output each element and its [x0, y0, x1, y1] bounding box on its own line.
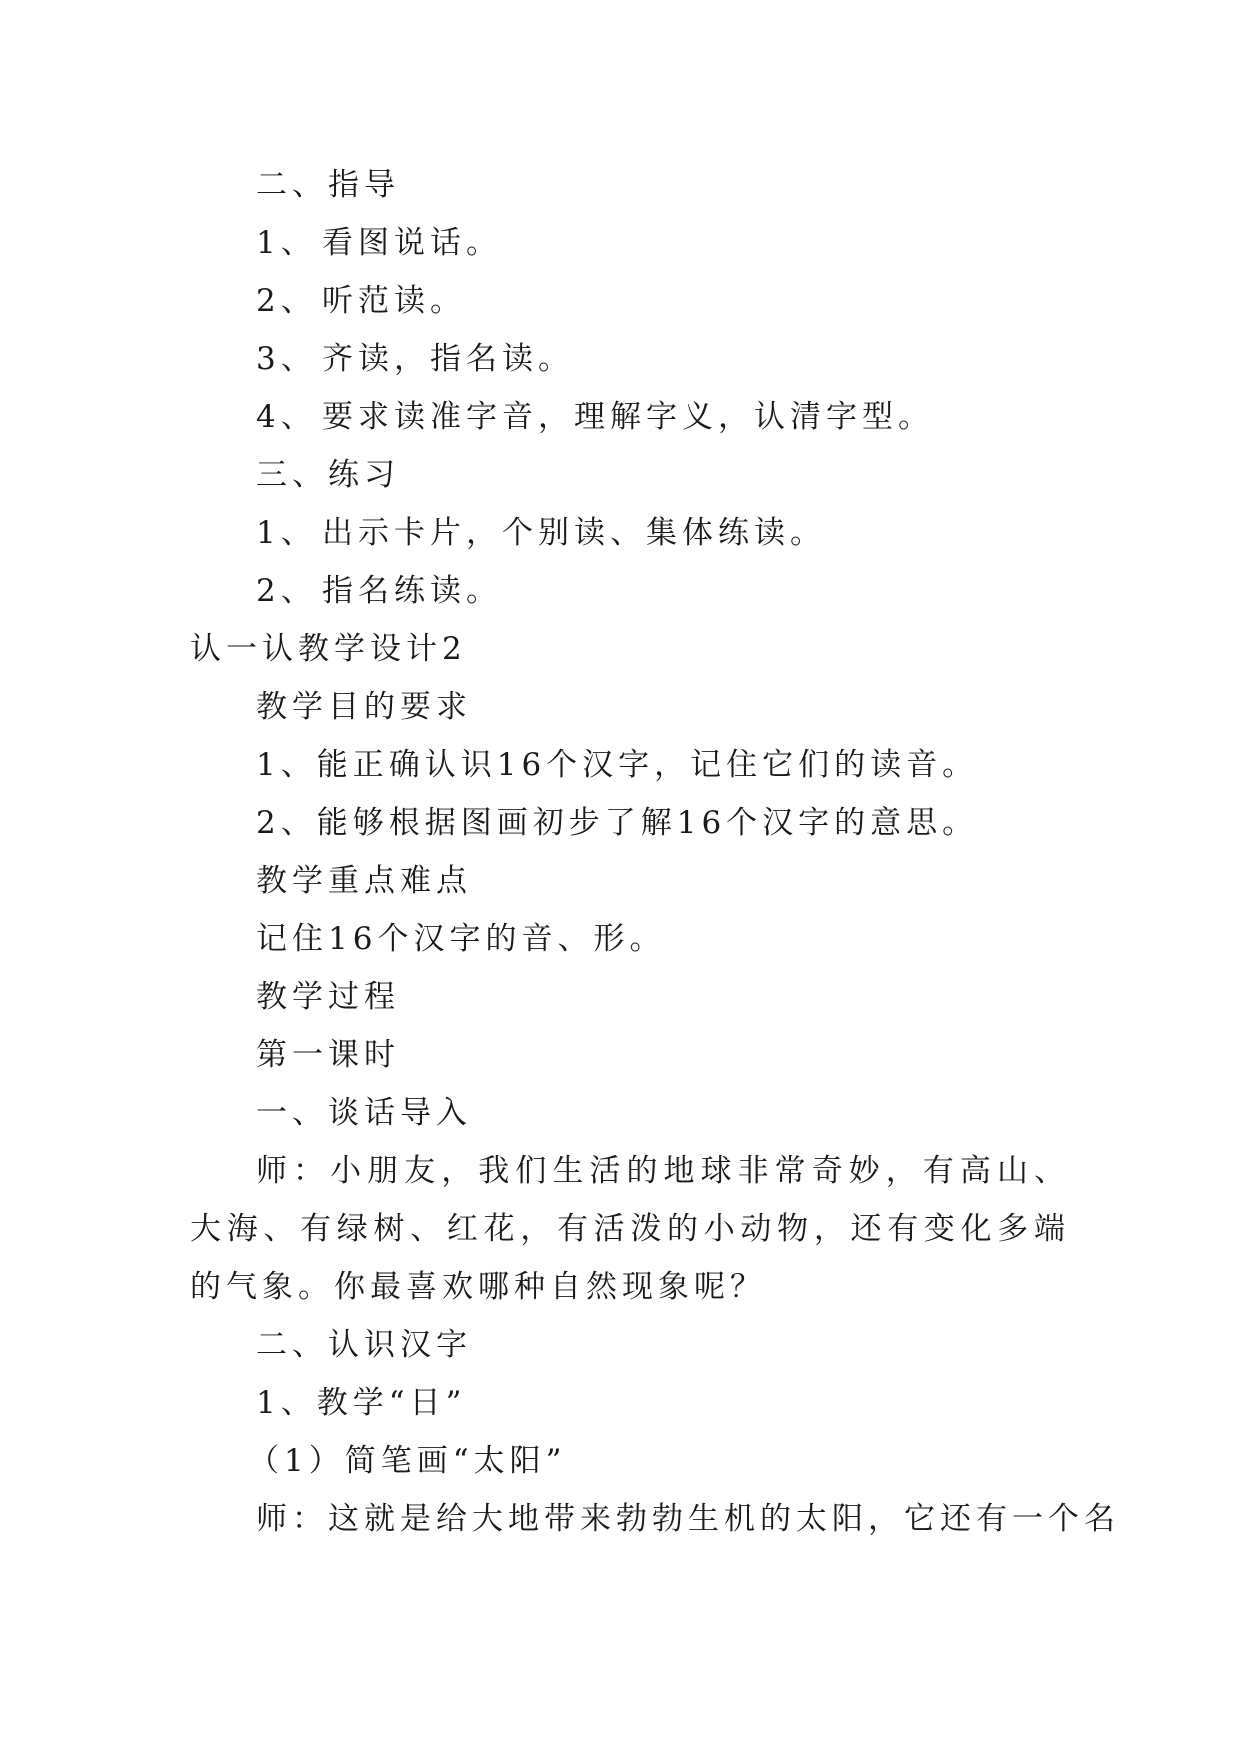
- list-number: 1、: [256, 225, 317, 261]
- list-number: 1、: [256, 515, 317, 551]
- line-text: 1、教学“日”: [256, 1385, 467, 1421]
- list-text: 指名练读。: [322, 573, 502, 609]
- line-text: 二、认识汉字: [256, 1327, 472, 1363]
- paragraph-text: 师：小朋友，我们生活的地球非常奇妙，有高山、大海、有绿树、红花，有活泼的小动物，还有变化多端的气象。你最喜欢哪种自然现象呢？: [190, 1153, 1070, 1305]
- line-text: 教学目的要求: [256, 689, 472, 725]
- list-text: 要求读准字音，理解字义，认清字型。: [322, 399, 934, 435]
- line-text: 教学重点难点: [256, 863, 472, 899]
- step-item: [256, 1383, 466, 1423]
- line-text: 教学过程: [256, 979, 400, 1015]
- line-text: 师：这就是给大地带来勃勃生机的太阳，它还有一个名: [256, 1501, 1120, 1537]
- objective-item: [256, 803, 978, 843]
- list-item: [256, 223, 502, 263]
- heading-key-points: [256, 861, 472, 901]
- teacher-dialogue-paragraph: [190, 1142, 1070, 1316]
- list-item: [256, 397, 934, 437]
- list-item: [256, 339, 574, 379]
- document-title: [190, 629, 467, 669]
- list-item: [256, 281, 466, 321]
- line-text: 一、谈话导入: [256, 1095, 472, 1131]
- line-text: 记住16个汉字的音、形。: [256, 921, 666, 957]
- heading-introduction: [256, 1093, 472, 1133]
- objective-item: [256, 745, 978, 785]
- teacher-dialogue-line: [256, 1499, 1120, 1539]
- list-text: 听范读。: [322, 283, 466, 319]
- heading-first-lesson: [256, 1035, 400, 1075]
- key-point-text: [256, 919, 665, 959]
- heading-process: [256, 977, 400, 1017]
- list-item: [256, 571, 502, 611]
- list-text: 齐读，指名读。: [322, 341, 574, 377]
- heading-recognize-characters: [256, 1325, 472, 1365]
- title-text: 认一认教学设计2: [190, 631, 467, 667]
- section-heading-guidance: [256, 165, 400, 205]
- heading-objectives: [256, 687, 472, 727]
- sub-step-item: [248, 1441, 566, 1481]
- line-text: 2、能够根据图画初步了解16个汉字的意思。: [256, 805, 979, 841]
- line-text: （1）简笔画“太阳”: [248, 1443, 567, 1479]
- section-heading-practice: [256, 455, 400, 495]
- line-text: 三、练习: [256, 457, 400, 493]
- list-number: 4、: [256, 399, 317, 435]
- list-item: [256, 513, 826, 553]
- list-number: 2、: [256, 573, 317, 609]
- line-text: 1、能正确认识16个汉字，记住它们的读音。: [256, 747, 979, 783]
- list-number: 3、: [256, 341, 317, 377]
- list-text: 看图说话。: [322, 225, 502, 261]
- list-number: 2、: [256, 283, 317, 319]
- line-text: 第一课时: [256, 1037, 400, 1073]
- list-text: 出示卡片，个别读、集体练读。: [322, 515, 826, 551]
- line-text: 二、指导: [256, 167, 400, 203]
